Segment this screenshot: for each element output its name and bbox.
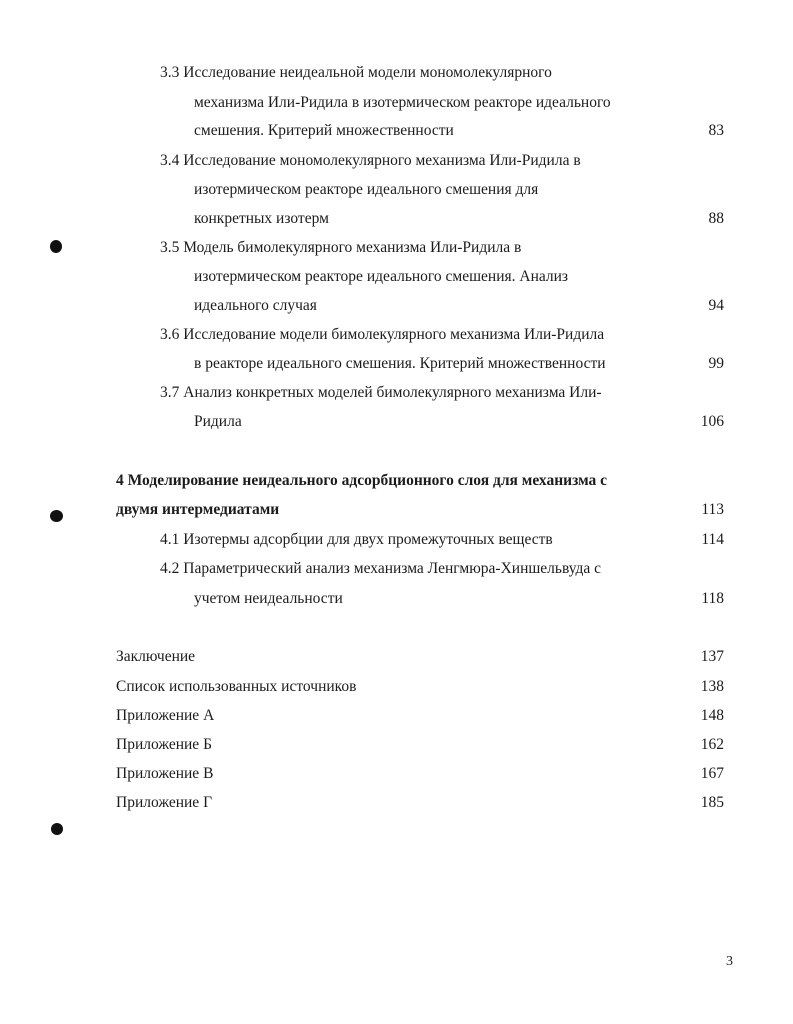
toc-line: 3.6 Исследование модели бимолекулярного механизма Или-Ридила bbox=[160, 326, 605, 343]
toc-line: Список использованных источников bbox=[116, 678, 357, 695]
toc-page-number: 167 bbox=[700, 765, 724, 782]
toc-page-number: 162 bbox=[700, 736, 724, 753]
scan-speck bbox=[50, 240, 62, 253]
toc-line: 4.1 Изотермы адсорбции для двух промежуточных веществ bbox=[160, 531, 553, 548]
toc-page-number: 148 bbox=[700, 707, 724, 724]
toc-page-number: 114 bbox=[701, 531, 724, 548]
toc-line: Заключение bbox=[116, 648, 196, 665]
toc-line: Приложение Б bbox=[116, 736, 212, 753]
toc-page-number: 99 bbox=[708, 355, 724, 372]
toc-chapter-line: двумя интермедиатами bbox=[116, 501, 280, 518]
toc-page-number: 83 bbox=[708, 122, 724, 139]
toc-line: 3.5 Модель бимолекулярного механизма Или-Ридила в bbox=[160, 239, 522, 256]
toc-page-number: 138 bbox=[700, 678, 724, 695]
toc-line: смешения. Критерий множественности bbox=[194, 122, 454, 139]
toc-line: 3.4 Исследование мономолекулярного механизма Или-Ридила в bbox=[160, 152, 581, 169]
toc-line: учетом неидеальности bbox=[194, 590, 343, 607]
toc-page-number: 137 bbox=[700, 648, 724, 665]
toc-line: Приложение Г bbox=[116, 794, 213, 811]
toc-page-number: 185 bbox=[700, 794, 724, 811]
toc-page-number: 94 bbox=[708, 297, 724, 314]
toc-line: конкретных изотерм bbox=[194, 210, 329, 227]
toc-line: Приложение А bbox=[116, 707, 215, 724]
toc-line: 3.7 Анализ конкретных моделей бимолекулярного механизма Или- bbox=[160, 384, 602, 401]
toc-line: изотермическом реакторе идеального смешения. Анализ bbox=[194, 268, 569, 285]
toc-page-number: 88 bbox=[708, 210, 724, 227]
toc-line: в реакторе идеального смешения. Критерий множественности bbox=[194, 355, 606, 372]
toc-page-number: 113 bbox=[701, 501, 724, 518]
toc-line: 4.2 Параметрический анализ механизма Ленгмюра-Хиншельвуда с bbox=[160, 560, 602, 577]
toc-line: Ридила bbox=[194, 413, 242, 430]
toc-line: изотермическом реакторе идеального смешения для bbox=[194, 181, 539, 198]
page-number: 3 bbox=[726, 954, 733, 969]
toc-line: Приложение В bbox=[116, 765, 214, 782]
toc-line: 3.3 Исследование неидеальной модели мономолекулярного bbox=[160, 64, 552, 81]
toc-chapter-line: 4 Моделирование неидеального адсорбционного слоя для механизма с bbox=[116, 472, 608, 489]
scan-speck bbox=[50, 510, 63, 522]
toc-page-number: 106 bbox=[700, 413, 724, 430]
scan-speck bbox=[51, 823, 63, 835]
toc-page-number: 118 bbox=[701, 590, 724, 607]
toc-line: идеального случая bbox=[194, 297, 317, 314]
toc-line: механизма Или-Ридила в изотермическом реакторе идеального bbox=[194, 94, 611, 111]
